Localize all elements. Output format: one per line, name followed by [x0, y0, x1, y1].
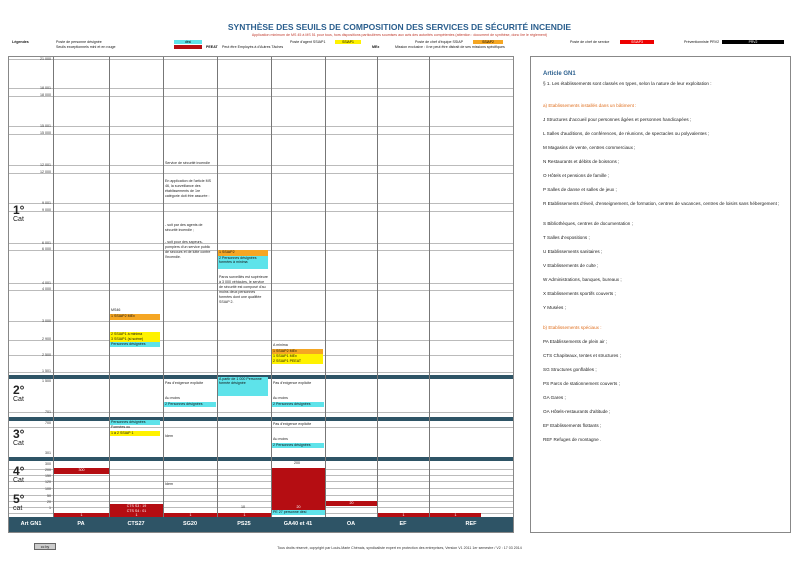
article-item: P Salles de danse et salles de jeux ;: [543, 187, 617, 192]
axis-label: 701: [45, 410, 51, 414]
legend-prv-swatch: PRV2: [722, 40, 784, 44]
axis-label: 1 500: [42, 379, 51, 383]
category-1: 1° Cat: [13, 203, 25, 223]
column-header: EF: [399, 521, 407, 527]
axis-label: 15 000: [40, 131, 51, 135]
article-item: V Etablissements de culte ;: [543, 263, 599, 268]
axis-label: 1: [49, 506, 51, 510]
axis-label: 15 001: [40, 124, 51, 128]
legend-person-designated: Poste de personne désignée: [56, 40, 102, 44]
ga-pas-exigence-3: Pas d'exigence explicite: [273, 422, 312, 426]
cts-threshold-1: 1: [110, 513, 163, 518]
axis-label: 20: [47, 500, 51, 504]
axis-label: 120: [45, 480, 51, 484]
cts-ssiap2-mex: 1 SSIAP2 MEx: [110, 314, 160, 320]
article-item: W Administrations, banques, bureaux ;: [543, 277, 622, 282]
cts-ssiap1-scene: 3 SSIAP1 (si scène): [110, 337, 160, 342]
cc-license-badge: cc by: [34, 543, 56, 550]
article-panel: [530, 56, 791, 533]
article-section-a: a) Etablissements installés dans un bâtiment :: [543, 103, 637, 108]
legend-peeat: PEEAT: [206, 45, 218, 49]
oa-threshold-20: 20: [326, 501, 377, 506]
cts-formees: Formées ou: [111, 425, 131, 429]
ga-au-moins: Au moins: [273, 396, 288, 400]
ga-ssiap1-peeat: 2 SSIAP1 PEEAT: [272, 359, 323, 364]
column-header: CTS27: [127, 521, 145, 527]
footer-copyright: Tous droits réservé, copyright par Louis-Marie Chénais, syndicaliste expert en protection des entreprises, Version V1 2011 1er semestre / V2 : 17 03 2014: [277, 546, 522, 550]
pa-threshold-1: 1: [54, 513, 109, 518]
ef-threshold-1: 1: [378, 513, 429, 518]
column-header: GA40 et 41: [283, 521, 313, 527]
cts-ssiap1-1a2: 1 à 2 SSIAP 1: [110, 431, 160, 436]
article-item: PA Etablissements de plein air ;: [543, 339, 608, 344]
category-2: 2° Cat: [13, 383, 25, 403]
axis-label: 4 000: [42, 287, 51, 291]
ps-ssiap2: 1 SSIAP2: [218, 250, 268, 256]
axis-label: 50: [47, 494, 51, 498]
axis-label: 6 001: [42, 241, 51, 245]
sg-idem-4: Idem: [165, 482, 173, 486]
axis-label: 9 001: [42, 201, 51, 205]
threshold-table: [8, 56, 514, 533]
article-item: REF Refuges de montagne .: [543, 437, 602, 442]
article-item: OA Hôtels-restaurants d'altitude ;: [543, 409, 611, 414]
ga-2-designees: 2 Personnes désignées: [272, 402, 324, 407]
legend-ssiap1-swatch: SSIAP1: [335, 40, 361, 44]
legend-ssiap2-label: Poste de chef d'équipe SSIAP: [415, 40, 464, 44]
article-item: N Restaurants et débits de boissons ;: [543, 159, 620, 164]
axis-label: 200: [45, 468, 51, 472]
axis-label: 100: [45, 487, 51, 491]
article-item: U Etablissements sanitaires ;: [543, 249, 603, 254]
legend-title: Légendes: [12, 40, 29, 44]
ps-partir: A partir de 1 000 Personne formée désignée: [218, 377, 268, 396]
ga-minima: A minima: [273, 343, 288, 347]
article-item: T Salles d'expositions ;: [543, 235, 590, 240]
ga-red-block: [272, 468, 325, 505]
column-header: REF: [465, 521, 477, 527]
legend-designe-swatch: dési: [174, 40, 202, 44]
ga-threshold-20: 20: [272, 505, 325, 510]
article-intro: § 1. Les établissements sont classés en types, selon la nature de leur exploitation :: [543, 81, 712, 86]
ga-ssiap1-mex: 1 SSIAP1 MEx: [272, 354, 323, 359]
category-4: 4° Cat: [13, 464, 25, 484]
article-item: Y Musées ;: [543, 305, 566, 310]
legend-peeat-label: Peut être Employés à d'Autres Tâches: [222, 45, 284, 49]
sg-agents: - soit par des agents de sécurité incendie ;: [165, 223, 203, 232]
legend-mex: MEx: [372, 45, 380, 49]
article-item: O Hôtels et pensions de famille ;: [543, 173, 610, 178]
article-section-b: b) Etablissements spéciaux :: [543, 325, 602, 330]
article-item: GA Gares ;: [543, 395, 566, 400]
axis-label: 4 001: [42, 281, 51, 285]
axis-label: 12 001: [40, 163, 51, 167]
cts-s4: CTS S4 : 01: [110, 509, 163, 513]
column-headers: [9, 517, 513, 532]
article-item: R Etablissements d'éveil, d'enseignement, de formation, centres de vacances, centres de loisirs sans hébergement ;: [543, 201, 780, 206]
axis-label: 1 501: [42, 369, 51, 373]
page-subtitle: Application minimum de MS 45 à MS 51 pour tous, hors dispositions particulières soumises aux avis des autorités compétentes (attention : document de synthèse, donc lire le règlement): [251, 33, 548, 37]
ga-ssiap2-mex: 1 SSIAP2 MEx: [272, 349, 323, 354]
legend-mex-label: Mission exclusive : il ne peut être distrait de ses missions spécifiques: [395, 45, 505, 49]
legend-ssiap2-swatch: SSIAP2: [473, 40, 503, 44]
band-cat3-4: [9, 457, 513, 461]
band-cat2-3: [9, 417, 513, 421]
axis-label: 18 001: [40, 86, 51, 90]
column-header: OA: [346, 521, 356, 527]
article-heading: Article GN1: [543, 71, 576, 77]
legend-inf-thresholds: Seuils exceptionnels mini et en rouge: [56, 45, 116, 49]
sg-threshold-1: 1: [164, 513, 217, 518]
article-item: X Etablissements sportifs couverts ;: [543, 291, 616, 296]
ref-threshold-1: 1: [430, 513, 481, 518]
cts-3-designees: Personnes désignées: [110, 420, 160, 425]
axis-label: 6 000: [42, 247, 51, 251]
legend-red-swatch: [174, 45, 202, 49]
cts-ssiap1-min: 2 SSIAP1 à minima: [110, 332, 160, 337]
category-3: 3° Cat: [13, 427, 25, 447]
page-title: SYNTHÈSE DES SEUILS DE COMPOSITION DES SERVICES DE SÉCURITÉ INCENDIE: [227, 22, 572, 32]
article-item: SG Structures gonflables ;: [543, 367, 597, 372]
legend-ssiap3-label: Poste de chef de service: [570, 40, 610, 44]
article-item: S Bibliothèques, centres de documentation ;: [543, 221, 633, 226]
article-item: J Structures d'accueil pour personnes âgées et personnes handicapées ;: [543, 117, 692, 122]
axis-label: 2 500: [42, 353, 51, 357]
pa-threshold-300: 300: [54, 468, 109, 474]
axis-label: 301: [45, 451, 51, 455]
ps-threshold-10: 10: [241, 505, 245, 509]
axis-label: 21 000: [40, 57, 51, 61]
cts-s3: CTS S3 : 19: [110, 504, 163, 509]
sg-pas-exigence: Pas d'exigence explicite: [165, 381, 204, 385]
article-item: L Salles d'auditions, de conférences, de réunions, de spectacles ou polyvalentes ;: [543, 131, 710, 136]
ps-threshold-1: 1: [218, 513, 271, 518]
ga-2-designees-3: 2 Personnes désignées: [272, 443, 324, 448]
article-item: PS Parcs de stationnement couverts ;: [543, 381, 620, 386]
cts-ms46: MS46: [111, 308, 121, 312]
ga-pas-exigence: Pas d'exigence explicite: [273, 381, 312, 385]
column-header: Art GN1: [20, 521, 42, 527]
ga-pe27: PE 27 personne dési: [272, 510, 325, 515]
axis-label: 18 000: [40, 93, 51, 97]
article-item: EF Etablissements flottants ;: [543, 423, 602, 428]
axis-label: 3 000: [42, 319, 51, 323]
ga-au-moins-3: Au moins: [273, 437, 288, 441]
article-item: CTS Chapiteaux, tentes et structures ;: [543, 353, 621, 358]
sg-pompiers: - soit pour des sapeurs-pompiers d'un service public de secours et de lutte contre l'incendie.: [165, 240, 211, 259]
axis-label: 300: [45, 462, 51, 466]
axis-label: 12 000: [40, 170, 51, 174]
column-header: PS25: [237, 521, 251, 527]
legend-ssiap3-swatch: SSIAP3: [620, 40, 654, 44]
column-header: SG20: [182, 521, 198, 527]
ga-threshold-200: 200: [294, 461, 300, 465]
article-item: M Magasins de vente, centres commerciaux ;: [543, 145, 636, 150]
axis-label: 2 900: [42, 337, 51, 341]
sg-service: Service de sécurité incendie: [165, 161, 210, 165]
column-header: PA: [77, 521, 85, 527]
axis-label: 700: [45, 421, 51, 425]
cts-designees: Personnes désignées: [110, 342, 160, 347]
axis-label: 150: [45, 474, 51, 478]
legend-ssiap1-label: Poste d'agent SSIAP1: [290, 40, 326, 44]
sg-application: En application de l'article MS 46, la surveillance des établissements de 1re catégorie doit être assurée :: [165, 179, 212, 198]
ps-designees: 2 Personnes désignées formées à minima: [218, 256, 268, 269]
category-5: 5° cat: [13, 492, 25, 512]
sg-au-moins: Au moins: [165, 396, 180, 400]
sg-idem: Idem: [165, 434, 173, 438]
axis-label: 9 000: [42, 208, 51, 212]
legend-prv-label: Préventionniste PRV2: [684, 40, 720, 44]
ps-parcs: Parcs surveillés est supérieure à 3 000 véhicules, le service de sécurité est composé d'au moins deux personnes formées dont une qualifiée SSIAP 2.: [219, 275, 268, 304]
sg-2-designees: 2 Personnes désignées: [164, 402, 216, 407]
